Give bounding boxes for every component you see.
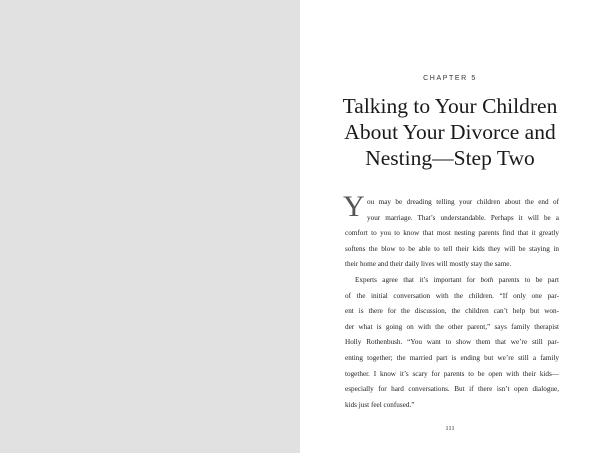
body-text bbox=[345, 195, 559, 413]
chapter-label: CHAPTER 5 bbox=[423, 75, 477, 82]
chapter-title-line: Talking to Your Children bbox=[342, 94, 558, 118]
para2-end: parents to be part bbox=[493, 275, 560, 284]
chapter-title bbox=[330, 93, 570, 171]
body-line: enting together; the married part is ending but we’re still a family bbox=[345, 353, 559, 362]
right-page bbox=[300, 0, 600, 453]
emphasis-both: both bbox=[480, 275, 494, 284]
body-line: Holly Rothenbush. “You want to show them that we’re still par- bbox=[345, 338, 559, 347]
chapter-title-line: Nesting—Step Two bbox=[365, 146, 535, 170]
body-line-para2 bbox=[345, 273, 559, 289]
body-line: kids just feel confused.” bbox=[345, 400, 415, 409]
body-line: their home and their daily lives will mostly stay the same. bbox=[345, 260, 512, 269]
page-number: 111 bbox=[445, 425, 455, 432]
body-line: softens the blow to be able to tell their kids they will be staying in bbox=[345, 244, 559, 253]
body-line: of the initial conversation with the children. “If only one par- bbox=[345, 291, 559, 300]
para2-start: Experts agree that it’s important for bbox=[355, 275, 481, 284]
body-line: comfort to you to know that most nesting parents find that it greatly bbox=[345, 229, 559, 238]
body-line: your marriage. That’s understandable. Perhaps it will be a bbox=[367, 213, 559, 222]
body-line: together. I know it’s scary for parents to be open with their kids— bbox=[345, 369, 559, 378]
chapter-title-line: About Your Divorce and bbox=[344, 120, 556, 144]
body-line: especially for hard conversations. But if there isn’t open dialogue, bbox=[345, 385, 559, 394]
body-line: ou may be dreading telling your children about the end of bbox=[367, 198, 559, 206]
body-line: der what is going on with the other parent,” says family therapist bbox=[345, 322, 559, 331]
drop-cap: Y bbox=[343, 190, 365, 223]
body-line: ent is there for the discussion, the children can’t help but won- bbox=[345, 307, 559, 316]
